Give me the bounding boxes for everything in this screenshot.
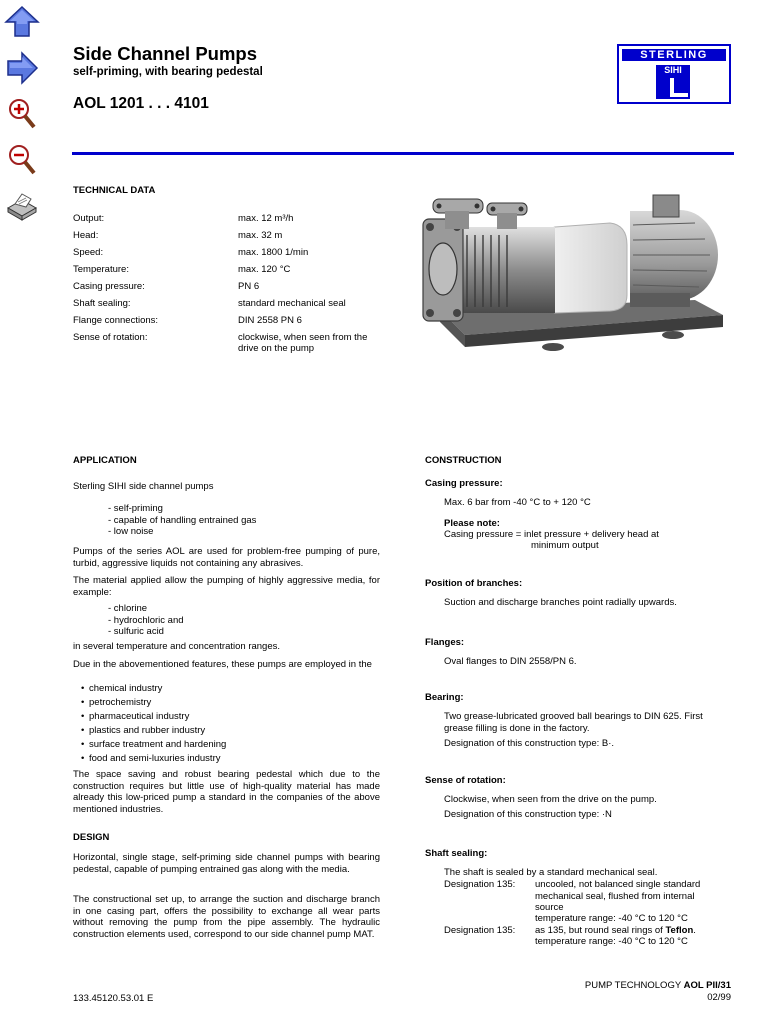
tech-value-temperature: max. 120 °C	[238, 264, 291, 275]
note-heading: Please note:	[444, 518, 500, 529]
tech-value-speed: max. 1800 1/min	[238, 247, 309, 258]
rotation-heading: Sense of rotation:	[425, 775, 506, 786]
series-code: PUMP TECHNOLOGY AOL PII/31	[584, 980, 731, 991]
logo-sihi-block	[656, 65, 690, 99]
tech-label-shaft: Shaft sealing:	[73, 298, 131, 309]
tech-value-head: max. 32 m	[238, 230, 283, 241]
tech-value-shaft: standard mechanical seal	[238, 298, 346, 309]
industry-item: • plastics and rubber industry	[89, 725, 205, 736]
application-para-1: Pumps of the series AOL are used for problem-free pumping of pure, turbid, aggressive liquids not containing any abrasives.	[73, 546, 380, 569]
list-item: - capable of handling entrained gas	[108, 514, 257, 526]
shaft-sealing-heading: Shaft sealing:	[425, 848, 488, 859]
designation-1-temp: temperature range: -40 °C to 120 °C	[535, 913, 688, 924]
sterling-sihi-logo	[617, 44, 731, 104]
flanges-heading: Flanges:	[425, 637, 465, 648]
designation-2-label: Designation 135:	[444, 925, 516, 936]
zoom-out-icon[interactable]	[4, 142, 40, 178]
tech-value-rotation-cont: drive on the pump	[238, 343, 315, 354]
flanges-text: Oval flanges to DIN 2558/PN 6.	[444, 656, 577, 667]
tech-label-output: Output:	[73, 213, 105, 224]
branches-text: Suction and discharge branches point radially upwards.	[444, 597, 677, 608]
tech-label-rotation: Sense of rotation:	[73, 332, 148, 343]
casing-pressure-text: Max. 6 bar from -40 °C to + 120 °C	[444, 497, 591, 508]
list-item: - chlorine	[108, 603, 148, 614]
application-para-2: The material applied allow the pumping of highly aggressive media, for example:	[73, 575, 380, 598]
feature-list	[108, 503, 256, 538]
tech-label-head: Head:	[73, 230, 99, 241]
designation-1-text: uncooled, not balanced single standard mechanical seal, flushed from internal source	[535, 879, 701, 913]
bearing-type: Designation of this construction type: B·.	[444, 738, 615, 749]
tech-label-temperature: Temperature:	[73, 264, 129, 275]
list-item: - self-priming	[108, 503, 163, 514]
application-para-3: in several temperature and concentration ranges.	[73, 641, 281, 652]
designation-2-text: as 135, but round seal rings of Teflon.	[535, 925, 696, 936]
arrow-up-icon[interactable]	[4, 4, 40, 40]
tech-value-casing: PN 6	[238, 281, 260, 292]
rotation-text: Clockwise, when seen from the drive on the pump.	[444, 794, 657, 805]
list-item: - low noise	[108, 526, 154, 537]
page-title: Side Channel Pumps	[73, 43, 258, 64]
print-icon[interactable]	[4, 188, 40, 224]
list-item: - hydrochloric and	[108, 614, 184, 626]
tech-data-heading: TECHNICAL DATA	[73, 185, 156, 196]
tech-value-flange: DIN 2558 PN 6	[238, 315, 302, 326]
designation-2-temp: temperature range: -40 °C to 120 °C	[535, 936, 688, 947]
application-para-4: Due in the abovementioned features, these pumps are employed in the	[73, 659, 372, 670]
branches-heading: Position of branches:	[425, 578, 523, 589]
model-range: AOL 1201 . . . 4101	[73, 95, 209, 112]
page-subtitle: self-priming, with bearing pedestal	[73, 66, 263, 78]
application-para-5: The space saving and robust bearing pedestal which due to the construction requires but little use of high-quality material has made already this low-priced pump a standard in the companies of the above mentioned industries.	[73, 769, 380, 815]
tech-label-casing: Casing pressure:	[73, 281, 145, 292]
shaft-sealing-text: The shaft is sealed by a standard mechanical seal.	[444, 867, 658, 878]
media-list	[108, 603, 184, 638]
logo-sterling-text: STERLING	[622, 49, 726, 61]
pump-photo	[405, 185, 735, 365]
document-number: 133.45120.53.01 E	[73, 993, 154, 1004]
tech-label-flange: Flange connections:	[73, 315, 159, 326]
designation-1-label: Designation 135:	[444, 879, 516, 890]
application-intro: Sterling SIHI side channel pumps	[73, 481, 214, 492]
bearing-heading: Bearing:	[425, 692, 464, 703]
tech-value-output: max. 12 m³/h	[238, 213, 294, 224]
construction-heading: CONSTRUCTION	[425, 455, 502, 466]
industry-item: • surface treatment and hardening	[89, 739, 226, 750]
logo-sihi-text: SIHI	[664, 65, 682, 75]
zoom-in-icon[interactable]	[4, 96, 40, 132]
header-rule	[72, 152, 734, 155]
issue-date: 02/99	[707, 992, 731, 1003]
list-item: - sulfuric acid	[108, 626, 164, 637]
arrow-right-icon[interactable]	[4, 50, 40, 86]
industry-item: • pharmaceutical industry	[89, 711, 189, 722]
design-para-1: Horizontal, single stage, self-priming side channel pumps with bearing pedestal, capable of pumping entrained gas along with the media.	[73, 852, 380, 875]
note-line-2: minimum output	[531, 540, 599, 551]
industry-item: • chemical industry	[89, 683, 162, 694]
casing-pressure-heading: Casing pressure:	[425, 478, 503, 489]
design-para-2: The constructional set up, to arrange the suction and discharge branch in one casing part, offers the possibility to exchange all wear parts without removing the pump from the pipe assembly. The hydraulic construction elements used, correspond to our side channel pump MAT.	[73, 894, 380, 940]
tech-label-speed: Speed:	[73, 247, 104, 258]
industry-item: • petrochemistry	[89, 697, 151, 708]
rotation-type: Designation of this construction type: ·N	[444, 809, 612, 820]
tech-value-rotation: clockwise, when seen from the	[238, 332, 368, 343]
industry-item: • food and semi-luxuries industry	[89, 753, 220, 764]
bearing-text: Two grease-lubricated grooved ball bearings to DIN 625. First grease filling is done in the factory.	[444, 711, 703, 734]
note-line-1: Casing pressure = inlet pressure + delivery head at	[444, 529, 659, 540]
design-heading: DESIGN	[73, 832, 110, 843]
application-heading: APPLICATION	[73, 455, 137, 466]
